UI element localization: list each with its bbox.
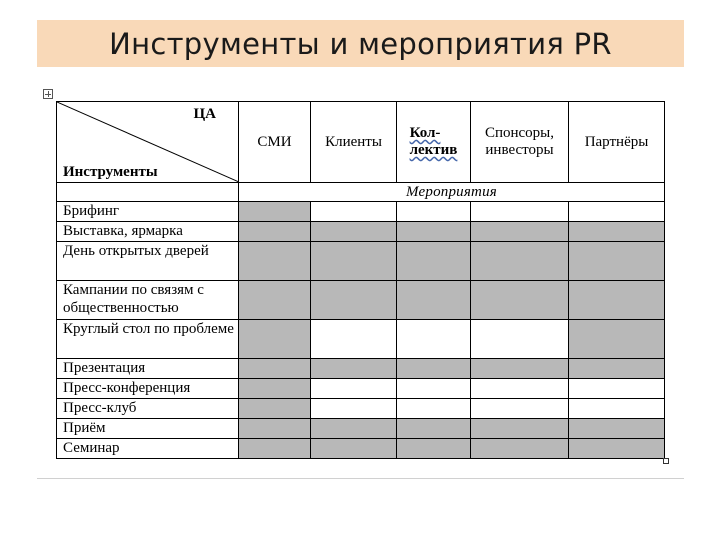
marked-cell — [311, 359, 397, 379]
section-left-cell — [57, 183, 239, 202]
marked-cell — [397, 222, 471, 242]
table-row — [57, 202, 665, 222]
empty-cell — [311, 320, 397, 359]
empty-cell — [471, 399, 569, 419]
marked-cell — [397, 359, 471, 379]
marked-cell — [569, 419, 665, 439]
table-row — [57, 359, 665, 379]
row-label: День открытых дверей — [57, 242, 239, 281]
table-body — [57, 202, 665, 459]
marked-cell — [239, 359, 311, 379]
marked-cell — [311, 242, 397, 281]
marked-cell — [569, 222, 665, 242]
column-header-partners — [569, 102, 665, 183]
empty-cell — [471, 202, 569, 222]
page-title: Инструменты и мероприятия PR — [109, 26, 612, 61]
column-header-sponsors — [471, 102, 569, 183]
empty-cell — [311, 379, 397, 399]
marked-cell — [569, 359, 665, 379]
pr-tools-table — [56, 101, 665, 459]
bottom-divider — [37, 478, 684, 479]
table-row — [57, 320, 665, 359]
column-header-media — [239, 102, 311, 183]
table-row — [57, 379, 665, 399]
empty-cell — [569, 379, 665, 399]
table-move-handle-icon[interactable] — [43, 89, 53, 99]
row-label: Семинар — [57, 439, 239, 459]
marked-cell — [471, 281, 569, 320]
section-row — [57, 183, 665, 202]
marked-cell — [397, 281, 471, 320]
column-header-label: Партнёры — [584, 133, 649, 150]
row-label: Презентация — [57, 359, 239, 379]
tools-label: Инструменты — [63, 164, 158, 180]
marked-cell — [311, 439, 397, 459]
marked-cell — [397, 439, 471, 459]
empty-cell — [311, 202, 397, 222]
table-resize-handle-icon[interactable] — [663, 458, 669, 464]
marked-cell — [471, 419, 569, 439]
marked-cell — [569, 242, 665, 281]
row-label: Пресс-конференция — [57, 379, 239, 399]
empty-cell — [397, 379, 471, 399]
column-header-clients — [311, 102, 397, 183]
table-row — [57, 439, 665, 459]
empty-cell — [471, 379, 569, 399]
marked-cell — [239, 222, 311, 242]
marked-cell — [239, 439, 311, 459]
marked-cell — [239, 242, 311, 281]
row-label: Приём — [57, 419, 239, 439]
row-label: Круглый стол по проблеме — [57, 320, 239, 359]
table-row — [57, 399, 665, 419]
empty-cell — [311, 399, 397, 419]
marked-cell — [397, 419, 471, 439]
empty-cell — [569, 399, 665, 419]
marked-cell — [471, 242, 569, 281]
row-label: Пресс-клуб — [57, 399, 239, 419]
row-label: Брифинг — [57, 202, 239, 222]
column-header-label: Кол- лектив — [409, 125, 458, 158]
marked-cell — [239, 399, 311, 419]
corner-header-cell — [57, 102, 239, 183]
marked-cell — [311, 281, 397, 320]
empty-cell — [569, 202, 665, 222]
column-header-label: Спонсоры, инвесторы — [484, 125, 555, 158]
marked-cell — [239, 320, 311, 359]
marked-cell — [311, 222, 397, 242]
row-label: Выставка, ярмарка — [57, 222, 239, 242]
marked-cell — [239, 281, 311, 320]
section-label: Мероприятия — [239, 183, 665, 202]
title-banner — [37, 20, 684, 67]
marked-cell — [397, 242, 471, 281]
marked-cell — [471, 359, 569, 379]
marked-cell — [569, 320, 665, 359]
marked-cell — [239, 419, 311, 439]
table-row — [57, 281, 665, 320]
empty-cell — [397, 202, 471, 222]
marked-cell — [471, 439, 569, 459]
column-header-label: Клиенты — [325, 133, 382, 150]
empty-cell — [397, 320, 471, 359]
empty-cell — [397, 399, 471, 419]
marked-cell — [239, 379, 311, 399]
column-header-label: СМИ — [257, 133, 292, 150]
table-header-row — [57, 102, 665, 183]
marked-cell — [569, 281, 665, 320]
table-row — [57, 419, 665, 439]
row-label: Кампании по связям с общественностью — [57, 281, 239, 320]
table-row — [57, 222, 665, 242]
empty-cell — [471, 320, 569, 359]
marked-cell — [239, 202, 311, 222]
target-audience-label: ЦА — [193, 106, 216, 122]
marked-cell — [471, 222, 569, 242]
column-header-staff — [397, 102, 471, 183]
marked-cell — [569, 439, 665, 459]
table-row — [57, 242, 665, 281]
marked-cell — [311, 419, 397, 439]
